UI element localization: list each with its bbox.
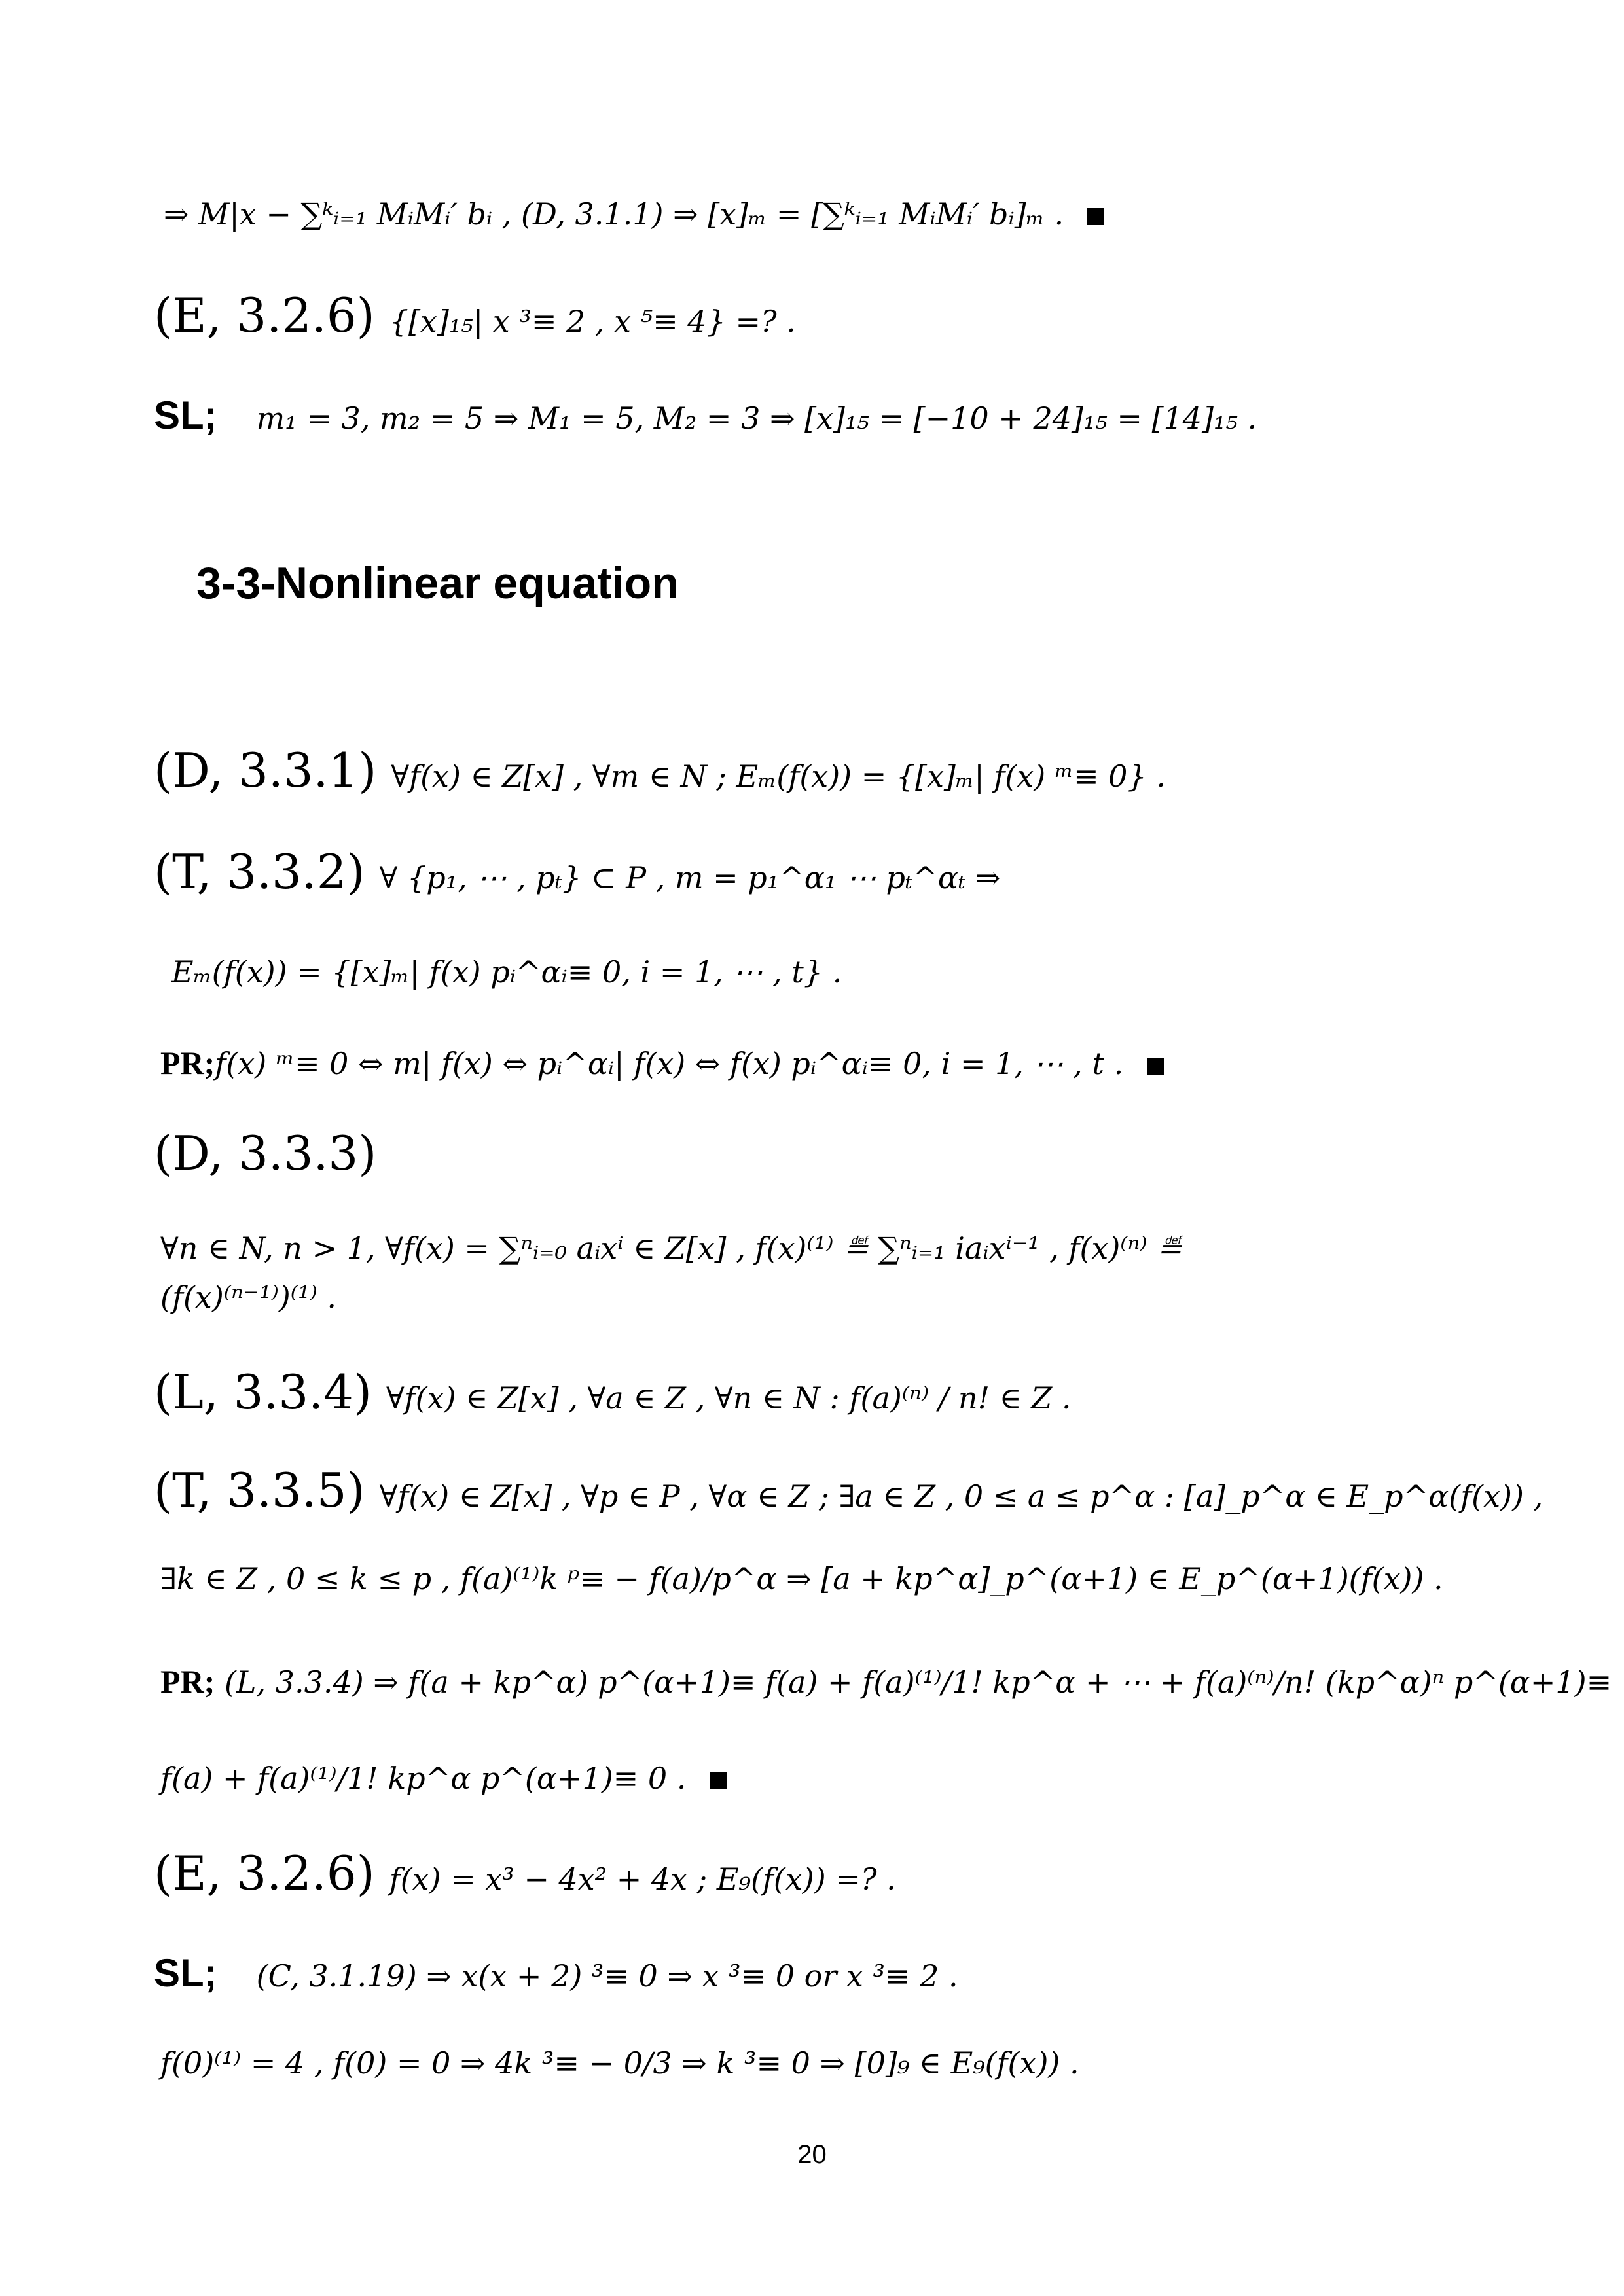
theorem-statement: ∀ {p₁, ⋯ , pₜ} ⊂ P , m = p₁^α₁ ⋯ pₜ^αₜ ⇒ xyxy=(379,860,1001,895)
solution-label: SL; xyxy=(154,393,217,437)
lemma-label: (L, 3.3.4) xyxy=(154,1365,372,1420)
theorem-label: (T, 3.3.5) xyxy=(154,1463,365,1518)
definition-3-3-3-label-line xyxy=(154,1126,1624,1181)
theorem-label: (T, 3.3.2) xyxy=(154,844,365,899)
proof-3-3-2 xyxy=(160,1044,1624,1082)
theorem-3-3-5-continued: ∃k ∈ Z , 0 ≤ k ≤ p , f(a)⁽¹⁾k ᵖ≡ − f(a)/p^α ⇒ [a + kp^α]_p^(α+1) ∈ E_p^(α+1)(f(x)) . xyxy=(160,1561,1443,1596)
lemma-3-3-4 xyxy=(154,1365,1624,1420)
solution-label: SL; xyxy=(154,1951,217,1995)
solution-2-continued: f(0)⁽¹⁾ = 4 , f(0) = 0 ⇒ 4k ³≡ − 0/3 ⇒ k ³≡ 0 ⇒ [0]₉ ∈ E₉(f(x)) . xyxy=(160,2045,1079,2081)
proof-label: PR; xyxy=(160,1045,215,1081)
solution-text: m₁ = 3, m₂ = 5 ⇒ M₁ = 5, M₂ = 3 ⇒ [x]₁₅ = [−10 + 24]₁₅ = [14]₁₅ . xyxy=(256,401,1257,436)
example-3-2-6-a xyxy=(154,288,1624,343)
theorem-3-3-5 xyxy=(154,1463,1624,1518)
definition-3-3-1 xyxy=(154,743,1624,798)
solution-2 xyxy=(154,1950,1624,1996)
theorem-statement: ∀f(x) ∈ Z[x] , ∀p ∈ P , ∀α ∈ Z ; ∃a ∈ Z , 0 ≤ a ≤ p^α : [a]_p^α ∈ E_p^α(f(x)) , xyxy=(379,1479,1543,1514)
solution-1 xyxy=(154,393,1624,438)
line-m-divides: ⇒ M|x − ∑ᵏᵢ₌₁ MᵢMᵢ′ bᵢ , (D, 3.1.1) ⇒ [x]ₘ = [∑ᵏᵢ₌₁ MᵢMᵢ′ bᵢ]ₘ . xyxy=(164,196,1624,232)
solution-text: (C, 3.1.19) ⇒ x(x + 2) ³≡ 0 ⇒ x ³≡ 0 or x ³≡ 2 . xyxy=(256,1958,958,1994)
proof-text: f(x) ᵐ≡ 0 ⇔ m| f(x) ⇔ pᵢ^αᵢ| f(x) ⇔ f(x) pᵢ^αᵢ≡ 0, i = 1, ⋯ , t . xyxy=(215,1046,1124,1081)
lemma-statement: ∀f(x) ∈ Z[x] , ∀a ∈ Z , ∀n ∈ N : f(a)⁽ⁿ⁾ / n! ∈ Z . xyxy=(386,1380,1072,1416)
definition-statement: ∀f(x) ∈ Z[x] , ∀m ∈ N ; Eₘ(f(x)) = {[x]ₘ| f(x) ᵐ≡ 0} . xyxy=(391,759,1166,794)
page-number: 20 xyxy=(797,2140,827,2169)
definition-3-3-3: ∀n ∈ N, n > 1, ∀f(x) = ∑ⁿᵢ₌₀ aᵢxⁱ ∈ Z[x] , f(x)⁽¹⁾ ≝ ∑ⁿᵢ₌₁ iaᵢxⁱ⁻¹ , f(x)⁽ⁿ⁾ ≝ xyxy=(160,1230,1182,1266)
end-of-proof-mark xyxy=(710,1772,727,1789)
theorem-3-3-2 xyxy=(154,844,1624,899)
example-statement: f(x) = x³ − 4x² + 4x ; E₉(f(x)) =? . xyxy=(389,1861,896,1897)
example-label: (E, 3.2.6) xyxy=(154,1846,375,1901)
definition-label: (D, 3.3.3) xyxy=(154,1126,377,1181)
proof-text: (L, 3.3.4) ⇒ f(a + kp^α) p^(α+1)≡ f(a) + f(a)⁽¹⁾/1! kp^α + ⋯ + f(a)⁽ⁿ⁾/n! (kp^α)ⁿ p^(α+1)≡ xyxy=(224,1664,1612,1700)
example-label: (E, 3.2.6) xyxy=(154,288,375,343)
theorem-3-3-2-continued: Eₘ(f(x)) = {[x]ₘ| f(x) pᵢ^αᵢ≡ 0, i = 1, ⋯ , t} . xyxy=(171,954,842,990)
proof-3-3-5-continued: f(a) + f(a)⁽¹⁾/1! kp^α p^(α+1)≡ 0 . xyxy=(160,1761,1624,1796)
proof-3-3-5 xyxy=(160,1662,1624,1700)
end-of-proof-mark xyxy=(1087,208,1104,225)
section-heading: 3-3-Nonlinear equation xyxy=(196,558,679,608)
definition-3-3-3-continued: (f(x)⁽ⁿ⁻¹⁾)⁽¹⁾ . xyxy=(160,1280,336,1315)
definition-label: (D, 3.3.1) xyxy=(154,743,377,798)
example-3-2-6-b xyxy=(154,1846,1624,1901)
end-of-proof-mark xyxy=(1147,1058,1164,1075)
example-statement: {[x]₁₅| x ³≡ 2 , x ⁵≡ 4} =? . xyxy=(389,304,796,339)
proof-label: PR; xyxy=(160,1663,215,1700)
